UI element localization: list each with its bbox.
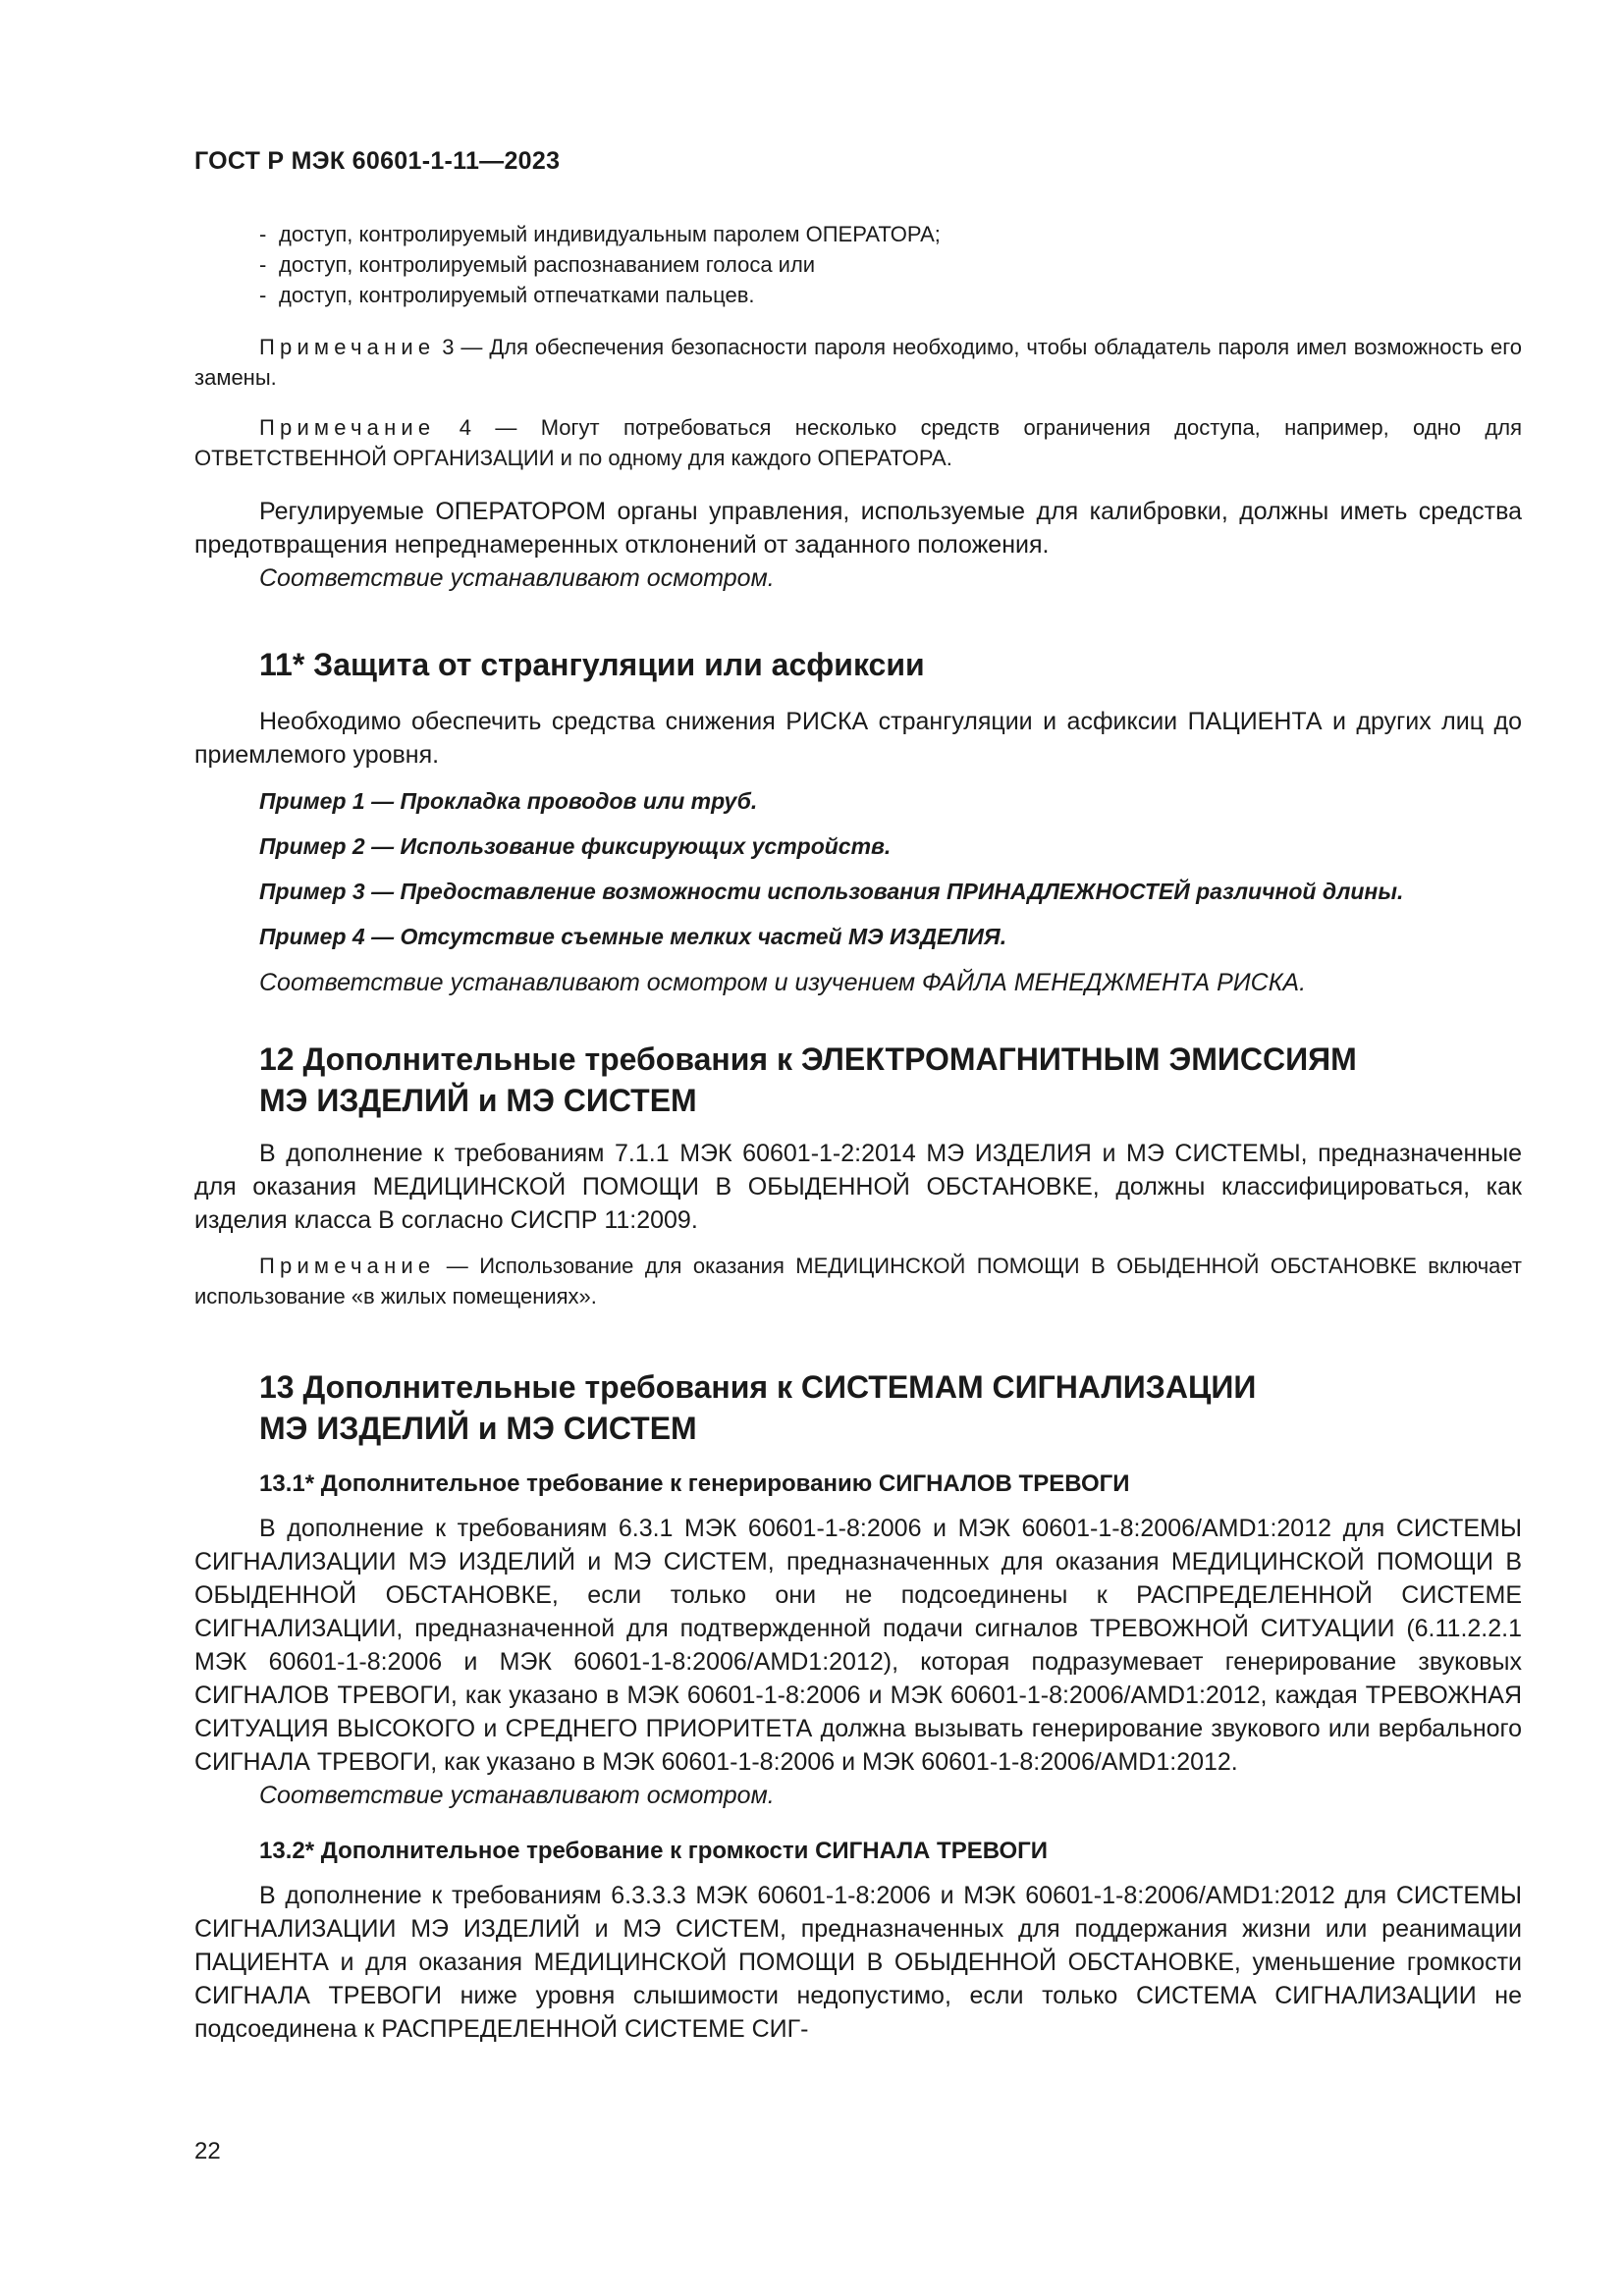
subsection-13-2-paragraph: В дополнение к требованиям 6.3.3.3 МЭК 60601-1-8:2006 и МЭК 60601-1-8:2006/AMD1:2012 для СИСТЕМЫ СИГНАЛИЗАЦИИ МЭ ИЗДЕЛИЙ и МЭ СИСТЕМ, предназначенных для поддержания жизни или реанимации ПАЦИЕНТА и для оказания МЕДИЦИНСКОЙ ПОМОЩИ В ОБЫДЕННОЙ ОБСТАНОВКЕ, уменьшение громкости СИГНАЛА ТРЕВОГИ ниже уровня слышимости недопустимо, если только СИСТЕМА СИГНАЛИЗАЦИИ не подсоединена к РАСПРЕДЕЛЕННОЙ СИСТЕМЕ СИГ-: [194, 1882, 1522, 2043]
section-12-note: [194, 1251, 1522, 1311]
note-label: Примечание: [259, 335, 436, 359]
subsection-13-1-conformity: Соответствие устанавливают осмотром.: [259, 1782, 775, 1809]
example-2: Пример 2 — Использование фиксирующих устройств.: [259, 833, 892, 859]
access-list: [194, 219, 1522, 310]
example-1: Пример 1 — Прокладка проводов или труб.: [259, 788, 758, 814]
page-number: 22: [194, 2138, 221, 2164]
note-label: Примечание: [259, 1254, 436, 1278]
section-12-heading-line1: 12 Дополнительные требования к ЭЛЕКТРОМАГНИТНЫМ ЭМИССИЯМ: [259, 1041, 1357, 1077]
document-header: ГОСТ Р МЭК 60601-1-11—2023: [194, 147, 561, 175]
example-4: Пример 4 — Отсутствие съемные мелких частей МЭ ИЗДЕЛИЯ.: [259, 924, 1007, 949]
conformity-statement: Соответствие устанавливают осмотром.: [259, 564, 775, 592]
note-label: Примечание: [259, 415, 436, 440]
section-12-paragraph: В дополнение к требованиям 7.1.1 МЭК 60601-1-2:2014 МЭ ИЗДЕЛИЯ и МЭ СИСТЕМЫ, предназначенные для оказания МЕДИЦИНСКОЙ ПОМОЩИ В ОБЫДЕННОЙ ОБСТАНОВКЕ, должны классифицироваться, как изделия класса B согласно СИСПР 11:2009.: [194, 1140, 1522, 1234]
section-13-heading: [194, 1366, 1522, 1449]
note-3: [194, 332, 1522, 393]
section-11-paragraph: Необходимо обеспечить средства снижения РИСКА странгуляции и асфиксии ПАЦИЕНТА и других лиц до приемлемого уровня.: [194, 708, 1522, 769]
calibration-paragraph: Регулируемые ОПЕРАТОРОМ органы управления, используемые для калибровки, должны иметь средства предотвращения непреднамеренных отклонений от заданного положения.: [194, 498, 1522, 559]
example-3: Пример 3 — Предоставление возможности использования ПРИНАДЛЕЖНОСТЕЙ различной длины.: [259, 879, 1404, 904]
subsection-13-1-paragraph: В дополнение к требованиям 6.3.1 МЭК 60601-1-8:2006 и МЭК 60601-1-8:2006/AMD1:2012 для СИСТЕМЫ СИГНАЛИЗАЦИИ МЭ ИЗДЕЛИЙ и МЭ СИСТЕМ, предназначенных для оказания МЕДИЦИНСКОЙ ПОМОЩИ В ОБЫДЕННОЙ ОБСТАНОВКЕ, если только они не подсоединены к РАСПРЕДЕЛЕННОЙ СИСТЕМЕ СИГНАЛИЗАЦИИ, предназначенной для подтвержденной подачи сигналов ТРЕВОЖНОЙ СИТУАЦИИ (6.11.2.2.1 МЭК 60601-1-8:2006 и МЭК 60601-1-8:2006/AMD1:2012), которая подразумевает генерирование звуковых СИГНАЛОВ ТРЕВОГИ, как указано в МЭК 60601-1-8:2006 и МЭК 60601-1-8:2006/AMD1:2012, каждая ТРЕВОЖНАЯ СИТУАЦИЯ ВЫСОКОГО и СРЕДНЕГО ПРИОРИТЕТА должна вызывать генерирование звукового или вербального СИГНАЛА ТРЕВОГИ, как указано в МЭК 60601-1-8:2006 и МЭК 60601-1-8:2006/AMD1:2012.: [194, 1515, 1522, 1776]
subsection-13-2-heading: 13.2* Дополнительное требование к громкости СИГНАЛА ТРЕВОГИ: [259, 1838, 1048, 1864]
list-item: - доступ, контролируемый распознаванием голоса или: [259, 249, 1522, 280]
section-12-heading: [194, 1039, 1522, 1121]
list-item: - доступ, контролируемый индивидуальным паролем ОПЕРАТОРА;: [259, 219, 1522, 249]
document-page: [194, 147, 1522, 2046]
section-13-heading-line1: 13 Дополнительные требования к СИСТЕМАМ СИГНАЛИЗАЦИИ: [259, 1369, 1257, 1405]
section-11-conformity: Соответствие устанавливают осмотром и изучением ФАЙЛА МЕНЕДЖМЕНТА РИСКА.: [259, 969, 1307, 996]
subsection-13-1-heading: 13.1* Дополнительное требование к генерированию СИГНАЛОВ ТРЕВОГИ: [259, 1470, 1130, 1497]
note-text: 4 — Могут потребоваться несколько средств ограничения доступа, например, одно для ОТВЕТСТВЕННОЙ ОРГАНИЗАЦИИ и по одному для каждого ОПЕРАТОРА.: [194, 415, 1522, 470]
note-text: — Использование для оказания МЕДИЦИНСКОЙ ПОМОЩИ В ОБЫДЕННОЙ ОБСТАНОВКЕ включает использование «в жилых помещениях».: [194, 1254, 1522, 1308]
list-item: - доступ, контролируемый отпечатками пальцев.: [259, 280, 1522, 310]
note-text: 3 — Для обеспечения безопасности пароля необходимо, чтобы обладатель пароля имел возможность его замены.: [194, 335, 1522, 390]
note-4: [194, 412, 1522, 473]
section-12-heading-line2: МЭ ИЗДЕЛИЙ и МЭ СИСТЕМ: [259, 1083, 697, 1118]
section-13-heading-line2: МЭ ИЗДЕЛИЙ и МЭ СИСТЕМ: [259, 1411, 697, 1446]
section-11-heading: 11* Защита от странгуляции или асфиксии: [259, 647, 925, 682]
